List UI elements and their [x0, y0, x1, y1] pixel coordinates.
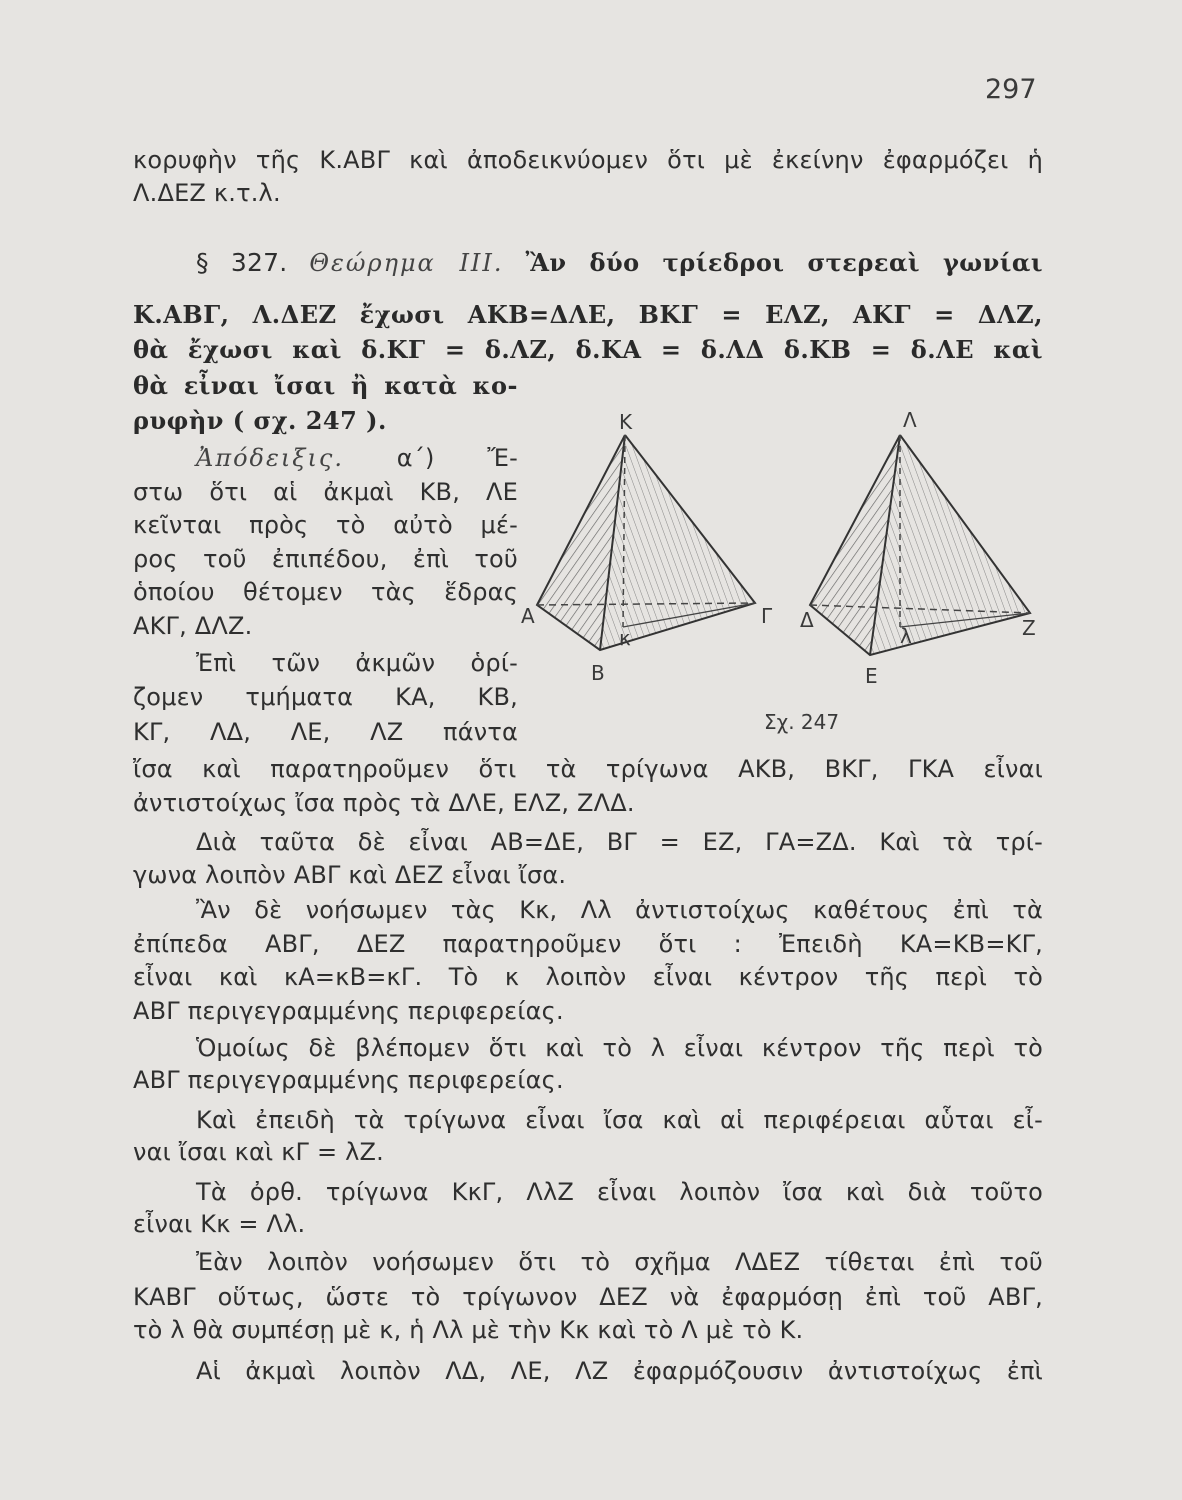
- theorem-statement: ρυφὴν ( σχ. 247 ).: [133, 406, 387, 435]
- text-line: ΑΒΓ περιγεγραμμένης περιφερείας.: [133, 1066, 564, 1094]
- text-line: Λ.ΔΕΖ κ.τ.λ.: [133, 179, 281, 207]
- text-line: ζομεν τμήματα ΚΑ, ΚΒ,: [133, 683, 518, 711]
- text-line: ἐπίπεδα ΑΒΓ, ΔΕΖ παρατηροῦμεν ὅτι : Ἐπειδὴ ΚΑ=ΚΒ=ΚΓ,: [133, 930, 1043, 958]
- theorem-statement-start: Ἂν δύο τρίεδροι στερεαὶ γωνίαι: [525, 248, 1043, 277]
- figure-caption: Σχ. 247: [764, 710, 840, 734]
- label-A: Α: [521, 604, 535, 628]
- text-line: ναι ἴσαι καὶ κΓ = λΖ.: [133, 1138, 384, 1166]
- label-D: Δ: [800, 608, 814, 632]
- figure-247: [515, 405, 1060, 735]
- text-line: ὁποίου θέτομεν τὰς ἕδρας: [133, 578, 518, 606]
- label-Z: Ζ: [1022, 616, 1036, 640]
- theorem-heading: [196, 250, 1043, 275]
- page-number: 297: [985, 74, 1037, 105]
- proof-heading: [196, 446, 518, 470]
- text-line: Ἂν δὲ νοήσωμεν τὰς Κκ, Λλ ἀντιστοίχως καθέτους ἐπὶ τὰ: [196, 896, 1043, 924]
- text-line: γωνα λοιπὸν ΑΒΓ καὶ ΔΕΖ εἶναι ἴσα.: [133, 861, 567, 889]
- text-line: ΑΒΓ περιγεγραμμένης περιφερείας.: [133, 997, 564, 1025]
- right-trihedral-figure: [800, 408, 1036, 688]
- left-trihedral-figure: [521, 410, 773, 685]
- section-number: § 327.: [196, 248, 288, 277]
- label-E: Ε: [865, 664, 878, 688]
- text-line: ἴσα καὶ παρατηροῦμεν ὅτι τὰ τρίγωνα ΑΚΒ, ΒΚΓ, ΓΚΑ εἶναι: [133, 755, 1043, 783]
- text-line: κορυφὴν τῆς Κ.ΑΒΓ καὶ ἀποδεικνύομεν ὅτι μὲ ἐκείνην ἐφαρμόζει ἡ: [133, 146, 1043, 174]
- text-line: Ὁμοίως δὲ βλέπομεν ὅτι καὶ τὸ λ εἶναι κέντρον τῆς περὶ τὸ: [196, 1034, 1043, 1062]
- text-line: ΚΑΒΓ οὕτως, ὥστε τὸ τρίγωνον ΔΕΖ νὰ ἐφαρμόσῃ ἐπὶ τοῦ ΑΒΓ,: [133, 1283, 1043, 1311]
- text-line: τὸ λ θὰ συμπέσῃ μὲ κ, ἡ Λλ μὲ τὴν Κκ καὶ τὸ Λ μὲ τὸ Κ.: [133, 1316, 804, 1344]
- text-line: ΚΓ, ΛΔ, ΛΕ, ΛΖ πάντα: [133, 718, 518, 746]
- text-line: Καὶ ἐπειδὴ τὰ τρίγωνα εἶναι ἴσα καὶ αἱ περιφέρειαι αὗται εἶ-: [196, 1106, 1043, 1134]
- theorem-statement: Κ.ΑΒΓ, Λ.ΔΕΖ ἔχωσι ΑΚΒ=ΔΛΕ, ΒΚΓ = ΕΛΖ, ΑΚΓ = ΔΛΖ,: [133, 300, 1043, 329]
- text-line: Διὰ ταῦτα δὲ εἶναι ΑΒ=ΔΕ, ΒΓ = ΕΖ, ΓΑ=ΖΔ. Καὶ τὰ τρί-: [196, 828, 1043, 856]
- text-line: κεῖνται πρὸς τὸ αὐτὸ μέ-: [133, 511, 518, 539]
- text-line: Ἐὰν λοιπὸν νοήσωμεν ὅτι τὸ σχῆμα ΛΔΕΖ τίθεται ἐπὶ τοῦ: [196, 1248, 1043, 1276]
- text-line: ἀντιστοίχως ἴσα πρὸς τὰ ΔΛΕ, ΕΛΖ, ΖΛΔ.: [133, 789, 635, 817]
- proof-label: Ἀπόδειξις.: [196, 444, 344, 472]
- label-B: Β: [591, 661, 605, 685]
- text-line: Αἱ ἀκμαὶ λοιπὸν ΛΔ, ΛΕ, ΛΖ ἐφαρμόζουσιν ἀντιστοίχως ἐπὶ: [196, 1357, 1043, 1385]
- proof-text: α΄) Ἔ-: [396, 444, 518, 472]
- label-l: λ: [900, 624, 912, 648]
- text-line: ρος τοῦ ἐπιπέδου, ἐπὶ τοῦ: [133, 545, 518, 573]
- theorem-statement: θὰ ἔχωσι καὶ δ.ΚΓ = δ.ΛΖ, δ.ΚΑ = δ.ΛΔ δ.ΚΒ = δ.ΛΕ καὶ: [133, 335, 1043, 364]
- label-K: Κ: [619, 410, 633, 434]
- text-line: στω ὅτι αἱ ἀκμαὶ ΚΒ, ΛΕ: [133, 478, 518, 506]
- label-k: κ: [619, 626, 631, 650]
- theorem-statement: θὰ εἶναι ἴσαι ἢ κατὰ κο-: [133, 371, 518, 400]
- label-G: Γ: [761, 604, 773, 628]
- text-line: ΑΚΓ, ΔΛΖ.: [133, 612, 253, 640]
- label-L: Λ: [903, 408, 917, 432]
- text-line: Ἐπὶ τῶν ἀκμῶν ὁρί-: [196, 649, 518, 677]
- text-line: Τὰ ὀρθ. τρίγωνα ΚκΓ, ΛλΖ εἶναι λοιπὸν ἴσα καὶ διὰ τοῦτο: [196, 1178, 1043, 1206]
- text-line: εἶναι Κκ = Λλ.: [133, 1210, 306, 1238]
- theorem-title: Θεώρημα III.: [309, 249, 504, 277]
- text-line: εἶναι καὶ κΑ=κΒ=κΓ. Τὸ κ λοιπὸν εἶναι κέντρον τῆς περὶ τὸ: [133, 963, 1043, 991]
